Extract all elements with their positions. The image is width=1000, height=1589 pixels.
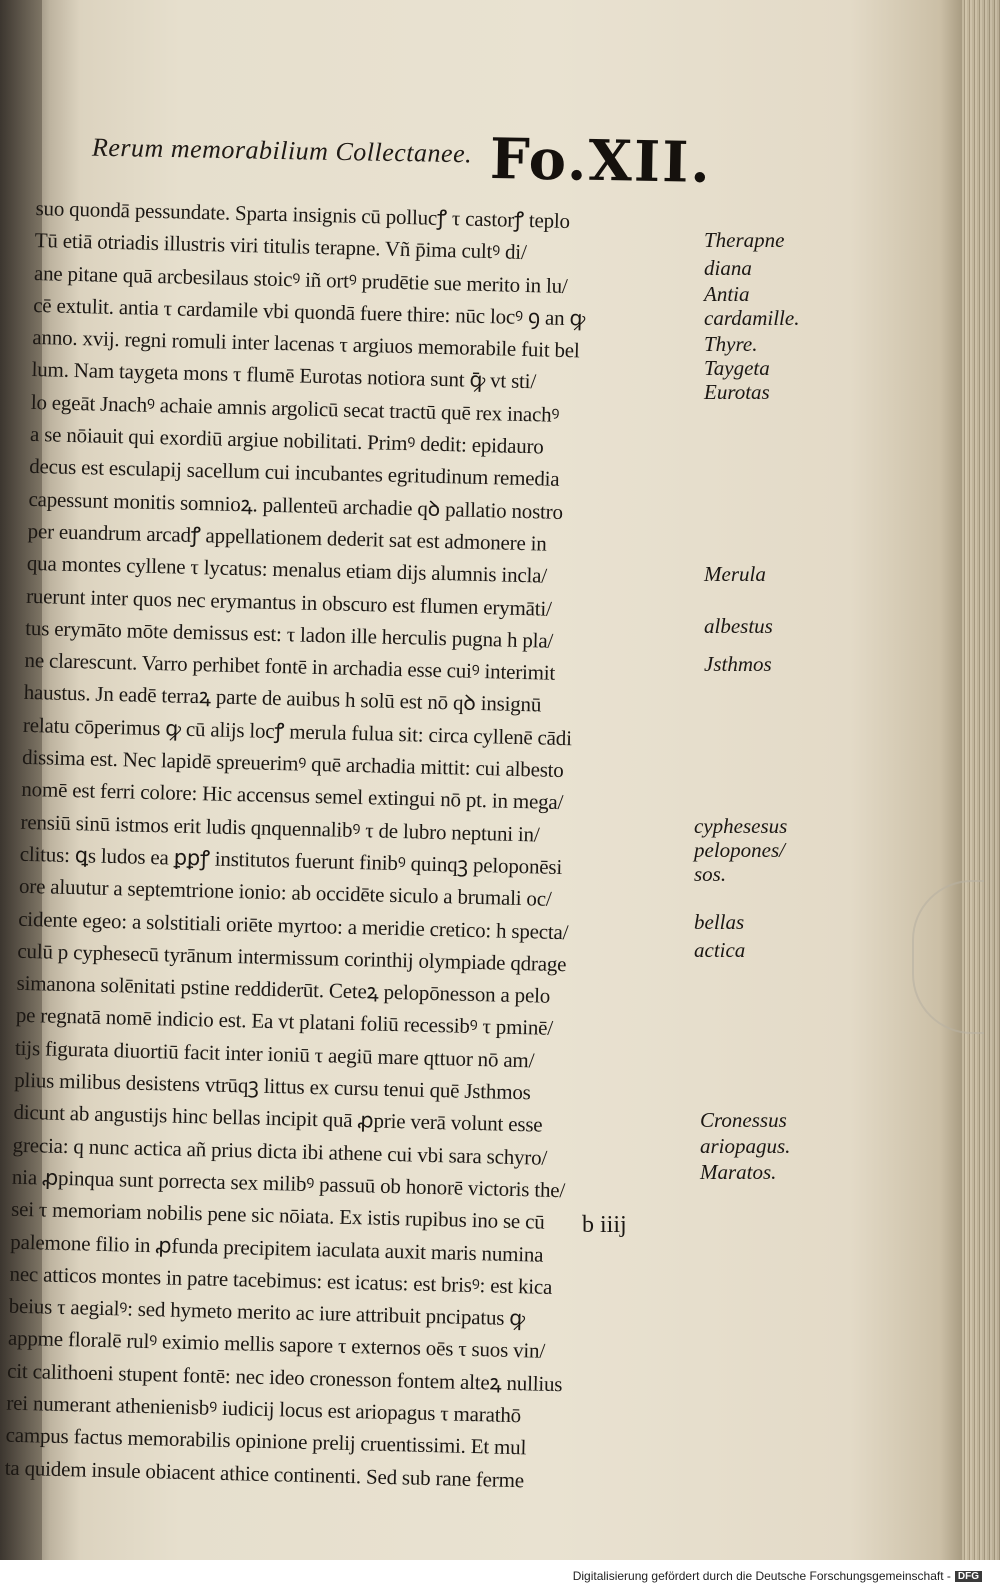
text-line: anno. xvij. regni romuli inter lacenas τ argiuos memorabile fuit bel [32, 325, 580, 363]
margin-note: Taygeta [704, 356, 770, 380]
text-line: lo egeāt Jnachꝰ achaie amnis argolicū secat tractū quē rex inachꝰ [30, 389, 560, 427]
text-line: appme floralē rulꝰ eximio mellis sapore τ externos oēs τ suos vin/ [7, 1326, 546, 1364]
signature-mark: b iiij [582, 1212, 627, 1238]
text-line: per euandrum arcadꝭ appellationem dederit sat est admonere in [27, 518, 547, 556]
text-line: plius milibus desistens vtrūqꝫ littus ex cursu tenui quē Jsthmos [14, 1067, 531, 1105]
text-line: suo quondā pessundate. Sparta insignis cū pollucꝭ τ castorꝭ teplo [35, 195, 571, 234]
margin-note: bellas [694, 910, 745, 934]
text-line: palemone filio in ꝓfunda precipitem iaculata auxit maris numina [10, 1229, 544, 1267]
margin-note: Thyre. [704, 332, 758, 356]
digitization-footer [573, 1569, 982, 1583]
text-line: tus erymāto mōte demissus est: τ ladon ille herculis pugna h pla/ [25, 615, 554, 653]
margin-note: sos. [694, 862, 727, 886]
text-line: relatu cōperimus ꝙ cū alijs locꝭ merula fulua sit: circa cyllenē cādi [22, 712, 573, 750]
margin-note: diana [704, 256, 752, 280]
text-line: ne clarescunt. Varro perhibet fontē in archadia esse cuiꝰ interimit [24, 648, 556, 685]
margin-note: cyphesesus [694, 814, 788, 838]
margin-note: Merula [704, 562, 766, 586]
text-line: cidente egeo: a solstitiali oriēte myrtoo: a meridie cretico: h specta/ [17, 906, 569, 944]
text-line: beius τ aegialꝰ: sed hymeto merito ac iure attribuit pncipatus ꝙ [8, 1293, 526, 1331]
margin-note: Therapne [704, 228, 785, 252]
text-line: cit calithoeni stupent fontē: nec ideo cronesson fontem alteꝝ nullius [6, 1358, 563, 1396]
text-line: tijs figurata diuortiū facit inter ioniū τ aegiū mare qttuor nō am/ [14, 1035, 535, 1073]
text-line: dissima est. Nec lapidē spreuerimꝰ quē archadia mittit: cui albesto [21, 744, 564, 783]
margin-note: pelopones/ [694, 838, 785, 862]
margin-note: albestus [704, 614, 773, 638]
text-line: rei numerant athenienisbꝰ iudicij locus est ariopagus τ marathō [6, 1390, 522, 1428]
text-line: qua montes cyllene τ lycatus: menalus etiam dijs alumnis incla/ [26, 551, 548, 588]
funding-credit: Digitalisierung gefördert durch die Deutsche Forschungsgemeinschaft - [572, 1569, 951, 1583]
text-line: nia ꝓpinqua sunt porrecta sex milibꝰ passuū ob honorē victoris the/ [11, 1164, 566, 1203]
text-line: rensiū sinū istmos erit ludis qnquennalibꝰ τ de lubro neptuni in/ [20, 809, 540, 847]
margin-note: Jsthmos [704, 652, 772, 676]
text-line: ruerunt inter quos nec erymantus in obscuro est flumen erymāti/ [25, 583, 552, 621]
text-line: grecia: q nunc actica añ prius dicta ibi athene cui vbi sara schyro/ [12, 1132, 548, 1170]
body-text [4, 192, 697, 1500]
margin-note: Maratos. [700, 1160, 777, 1184]
dfg-logo: DFG [955, 1571, 982, 1582]
text-line: dicunt ab angustijs hinc bellas incipit quā ꝓprie verā volunt esse [13, 1100, 543, 1137]
margin-note: Antia [704, 282, 750, 306]
text-line: Tū etiā otriadis illustris viri titulis terapne. Vñ p̄ima cultꝰ di/ [34, 228, 527, 265]
text-line: ta quidem insule obiacent athice continenti. Sed sub rane ferme [4, 1455, 525, 1492]
margin-note: Cronessus [700, 1108, 787, 1132]
text-line: ane pitane quā arcbesilaus stoicꝰ iñ ortꝰ prudētie sue merito in lu/ [33, 260, 568, 298]
text-line: lum. Nam taygeta mons τ flumē Eurotas notiora sunt ꝙ̄ vt sti/ [31, 357, 537, 394]
text-line: ore aluutur a septemtrione ionio: ab occidēte siculo a brumali oc/ [18, 874, 552, 912]
folio-number: Fo.XII. [489, 126, 713, 196]
margin-note: Eurotas [704, 380, 770, 404]
text-line: decus est esculapij sacellum cui incubantes egritudinum remedia [29, 454, 560, 492]
margin-note: ariopagus. [700, 1134, 791, 1158]
text-line: campus factus memorabilis opinione prelij cruentissimi. Et mul [5, 1422, 527, 1460]
running-head: Rerum memorabilium Collectanee. [91, 132, 473, 169]
text-line: a se nōiauit qui exordiū argiue nobilitati. Primꝰ dedit: epidauro [29, 422, 544, 459]
page-edges [962, 0, 1000, 1560]
text-line: pe regnatā nomē indicio est. Ea vt platani foliū recessibꝰ τ pminē/ [15, 1003, 554, 1041]
text-line: capessunt monitis somnioꝝ. pallenteū archadie qꝺ pallatio nostro [28, 486, 564, 524]
text-line: simanona solēnitati pstine reddiderūt. Ceteꝝ pelopōnesson a pelo [16, 970, 551, 1008]
margin-note: cardamille. [704, 306, 800, 330]
text-line: culū p cyphesecū tyrānum intermissum corinthij olympiade qdrage [17, 938, 567, 977]
margin-note: actica [694, 938, 746, 962]
text-line: cē extulit. antia τ cardamile vbi quondā fuere thire: nūc locꝰ ꝯ an ꝙ [32, 292, 586, 331]
text-line: haustus. Jn eadē terraꝝ parte de auibus h solū est nō qꝺ insignū [23, 680, 542, 717]
text-line: nomē est ferri colore: Hic accensus semel extingui nō pt. in mega/ [21, 777, 564, 815]
text-line: sei τ memoriam nobilis pene sic nōiata. Ex istis rupibus ino se cū [10, 1196, 545, 1234]
text-line: clitus: ꝗs ludos ea ꝑꝑꝭ institutos fuerunt finibꝰ quinqꝫ peloponēsi [19, 841, 563, 879]
text-line: nec atticos montes in patre tacebimus: est icatus: est brisꝰ: est kica [9, 1261, 553, 1299]
